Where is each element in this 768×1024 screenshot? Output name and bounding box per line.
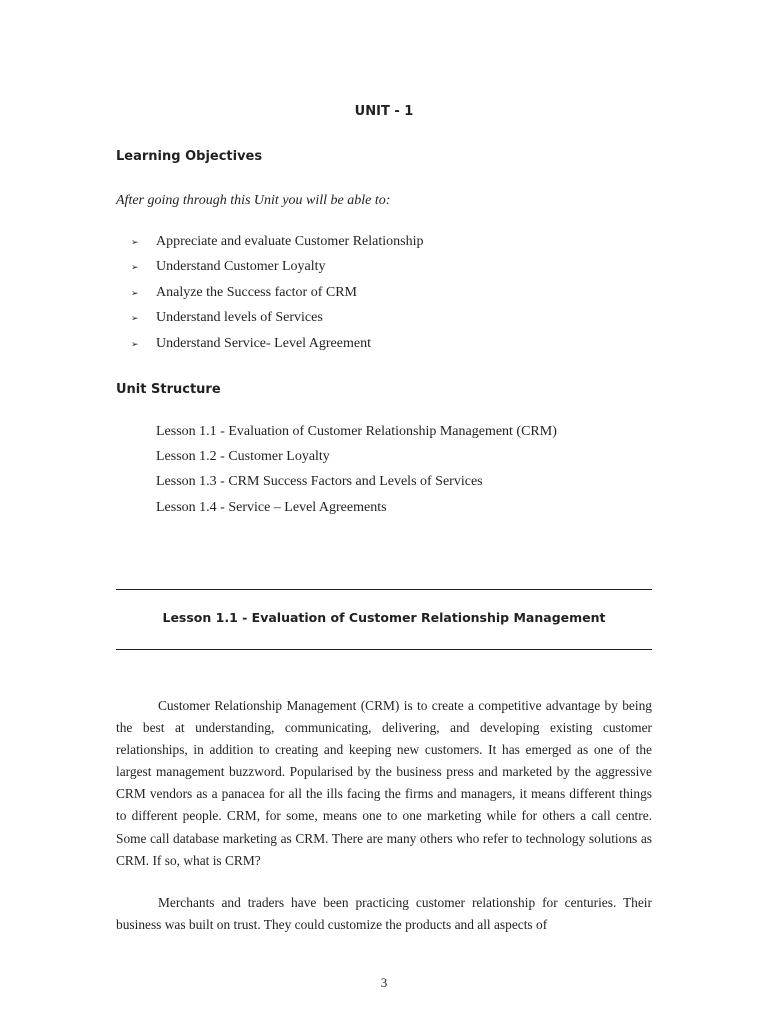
arrowhead-bullet-icon: ➢: [131, 338, 139, 349]
objectives-list: [116, 234, 423, 361]
objective-text: Understand Service- Level Agreement: [156, 335, 371, 351]
learning-objectives-heading: Learning Objectives: [116, 149, 263, 164]
objective-text: Understand levels of Services: [156, 310, 323, 326]
arrowhead-bullet-icon: ➢: [131, 262, 139, 273]
list-item: Lesson 1.2 - Customer Loyalty: [156, 449, 330, 465]
lesson-heading: Lesson 1.1 - Evaluation of Customer Relationship Management: [162, 610, 606, 625]
body-paragraph: Customer Relationship Management (CRM) is to create a competitive advantage by being the best at understanding, communicating, delivering, and developing existing customer relationships, in addition to creating and keeping new customers. It has emerged as one of the largest management buzzword. Popularised by the business press and marketed by the aggressive CRM vendors as a panacea for all the ills facing the firms and managers, it means different things to different people. CRM, for some, means one to one marketing while for others a call centre. Some call database marketing as CRM. There are many others who refer to technology solutions as CRM. If so, what is CRM?: [116, 698, 652, 868]
body-paragraph: Merchants and traders have been practicing customer relationship for centuries. Their business was built on trust. They could customize the products and all aspects of: [116, 895, 652, 933]
bottom-divider: [116, 649, 652, 650]
list-item: [116, 310, 423, 335]
arrowhead-bullet-icon: ➢: [131, 237, 139, 247]
arrowhead-bullet-icon: ➢: [131, 313, 139, 324]
unit-title: UNIT - 1: [354, 104, 414, 119]
objective-text: Appreciate and evaluate Customer Relationship: [156, 234, 424, 249]
list-item: Lesson 1.4 - Service – Level Agreements: [156, 499, 387, 515]
arrowhead-bullet-icon: ➢: [131, 287, 139, 298]
list-item: Lesson 1.3 - CRM Success Factors and Levels of Services: [156, 474, 483, 490]
list-item: [116, 234, 423, 259]
list-item: [116, 336, 423, 361]
unit-structure-heading: Unit Structure: [116, 382, 221, 397]
list-item: [116, 259, 423, 284]
list-item: Lesson 1.1 - Evaluation of Customer Relationship Management (CRM): [156, 424, 557, 439]
objective-text: Analyze the Success factor of CRM: [156, 284, 357, 300]
objectives-intro: After going through this Unit you will be able to:: [116, 193, 391, 208]
objective-text: Understand Customer Loyalty: [156, 259, 326, 275]
list-item: [116, 285, 423, 310]
lesson-list: [156, 424, 557, 525]
page-number: 3: [380, 975, 388, 990]
top-divider: [116, 589, 652, 590]
